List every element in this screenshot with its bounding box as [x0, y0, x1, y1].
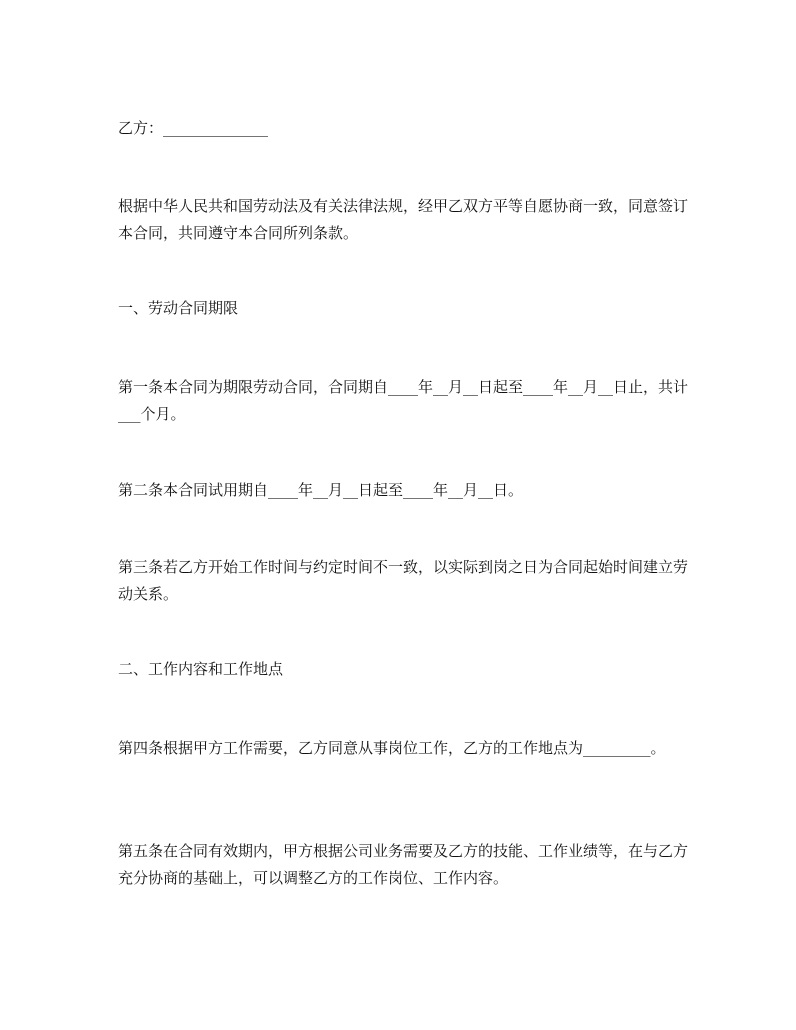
preamble-paragraph: 根据中华人民共和国劳动法及有关法律法规，经甲乙双方平等自愿协商一致，同意签订本合同，共同遵守本合同所列条款。	[118, 197, 689, 242]
section-heading-work-content: 二、工作内容和工作地点	[118, 660, 284, 678]
article-1-paragraph: 第一条本合同为期限劳动合同，合同期自____年__月__日起至____年__月__日止，共计___个月。	[118, 378, 689, 423]
section-heading-contract-term: 一、劳动合同期限	[118, 299, 239, 317]
article-2-paragraph: 第二条本合同试用期自____年__月__日起至____年__月__日。	[118, 481, 524, 499]
party-b-line: 乙方：______________	[118, 119, 269, 137]
article-3-paragraph: 第三条若乙方开始工作时间与约定时间不一致，以实际到岗之日为合同起始时间建立劳动关系。	[118, 558, 689, 603]
article-4-paragraph: 第四条根据甲方工作需要，乙方同意从事岗位工作，乙方的工作地点为_________。	[118, 739, 666, 757]
article-5-paragraph: 第五条在合同有效期内，甲方根据公司业务需要及乙方的技能、工作业绩等，在与乙方充分协商的基础上，可以调整乙方的工作岗位、工作内容。	[118, 842, 689, 887]
